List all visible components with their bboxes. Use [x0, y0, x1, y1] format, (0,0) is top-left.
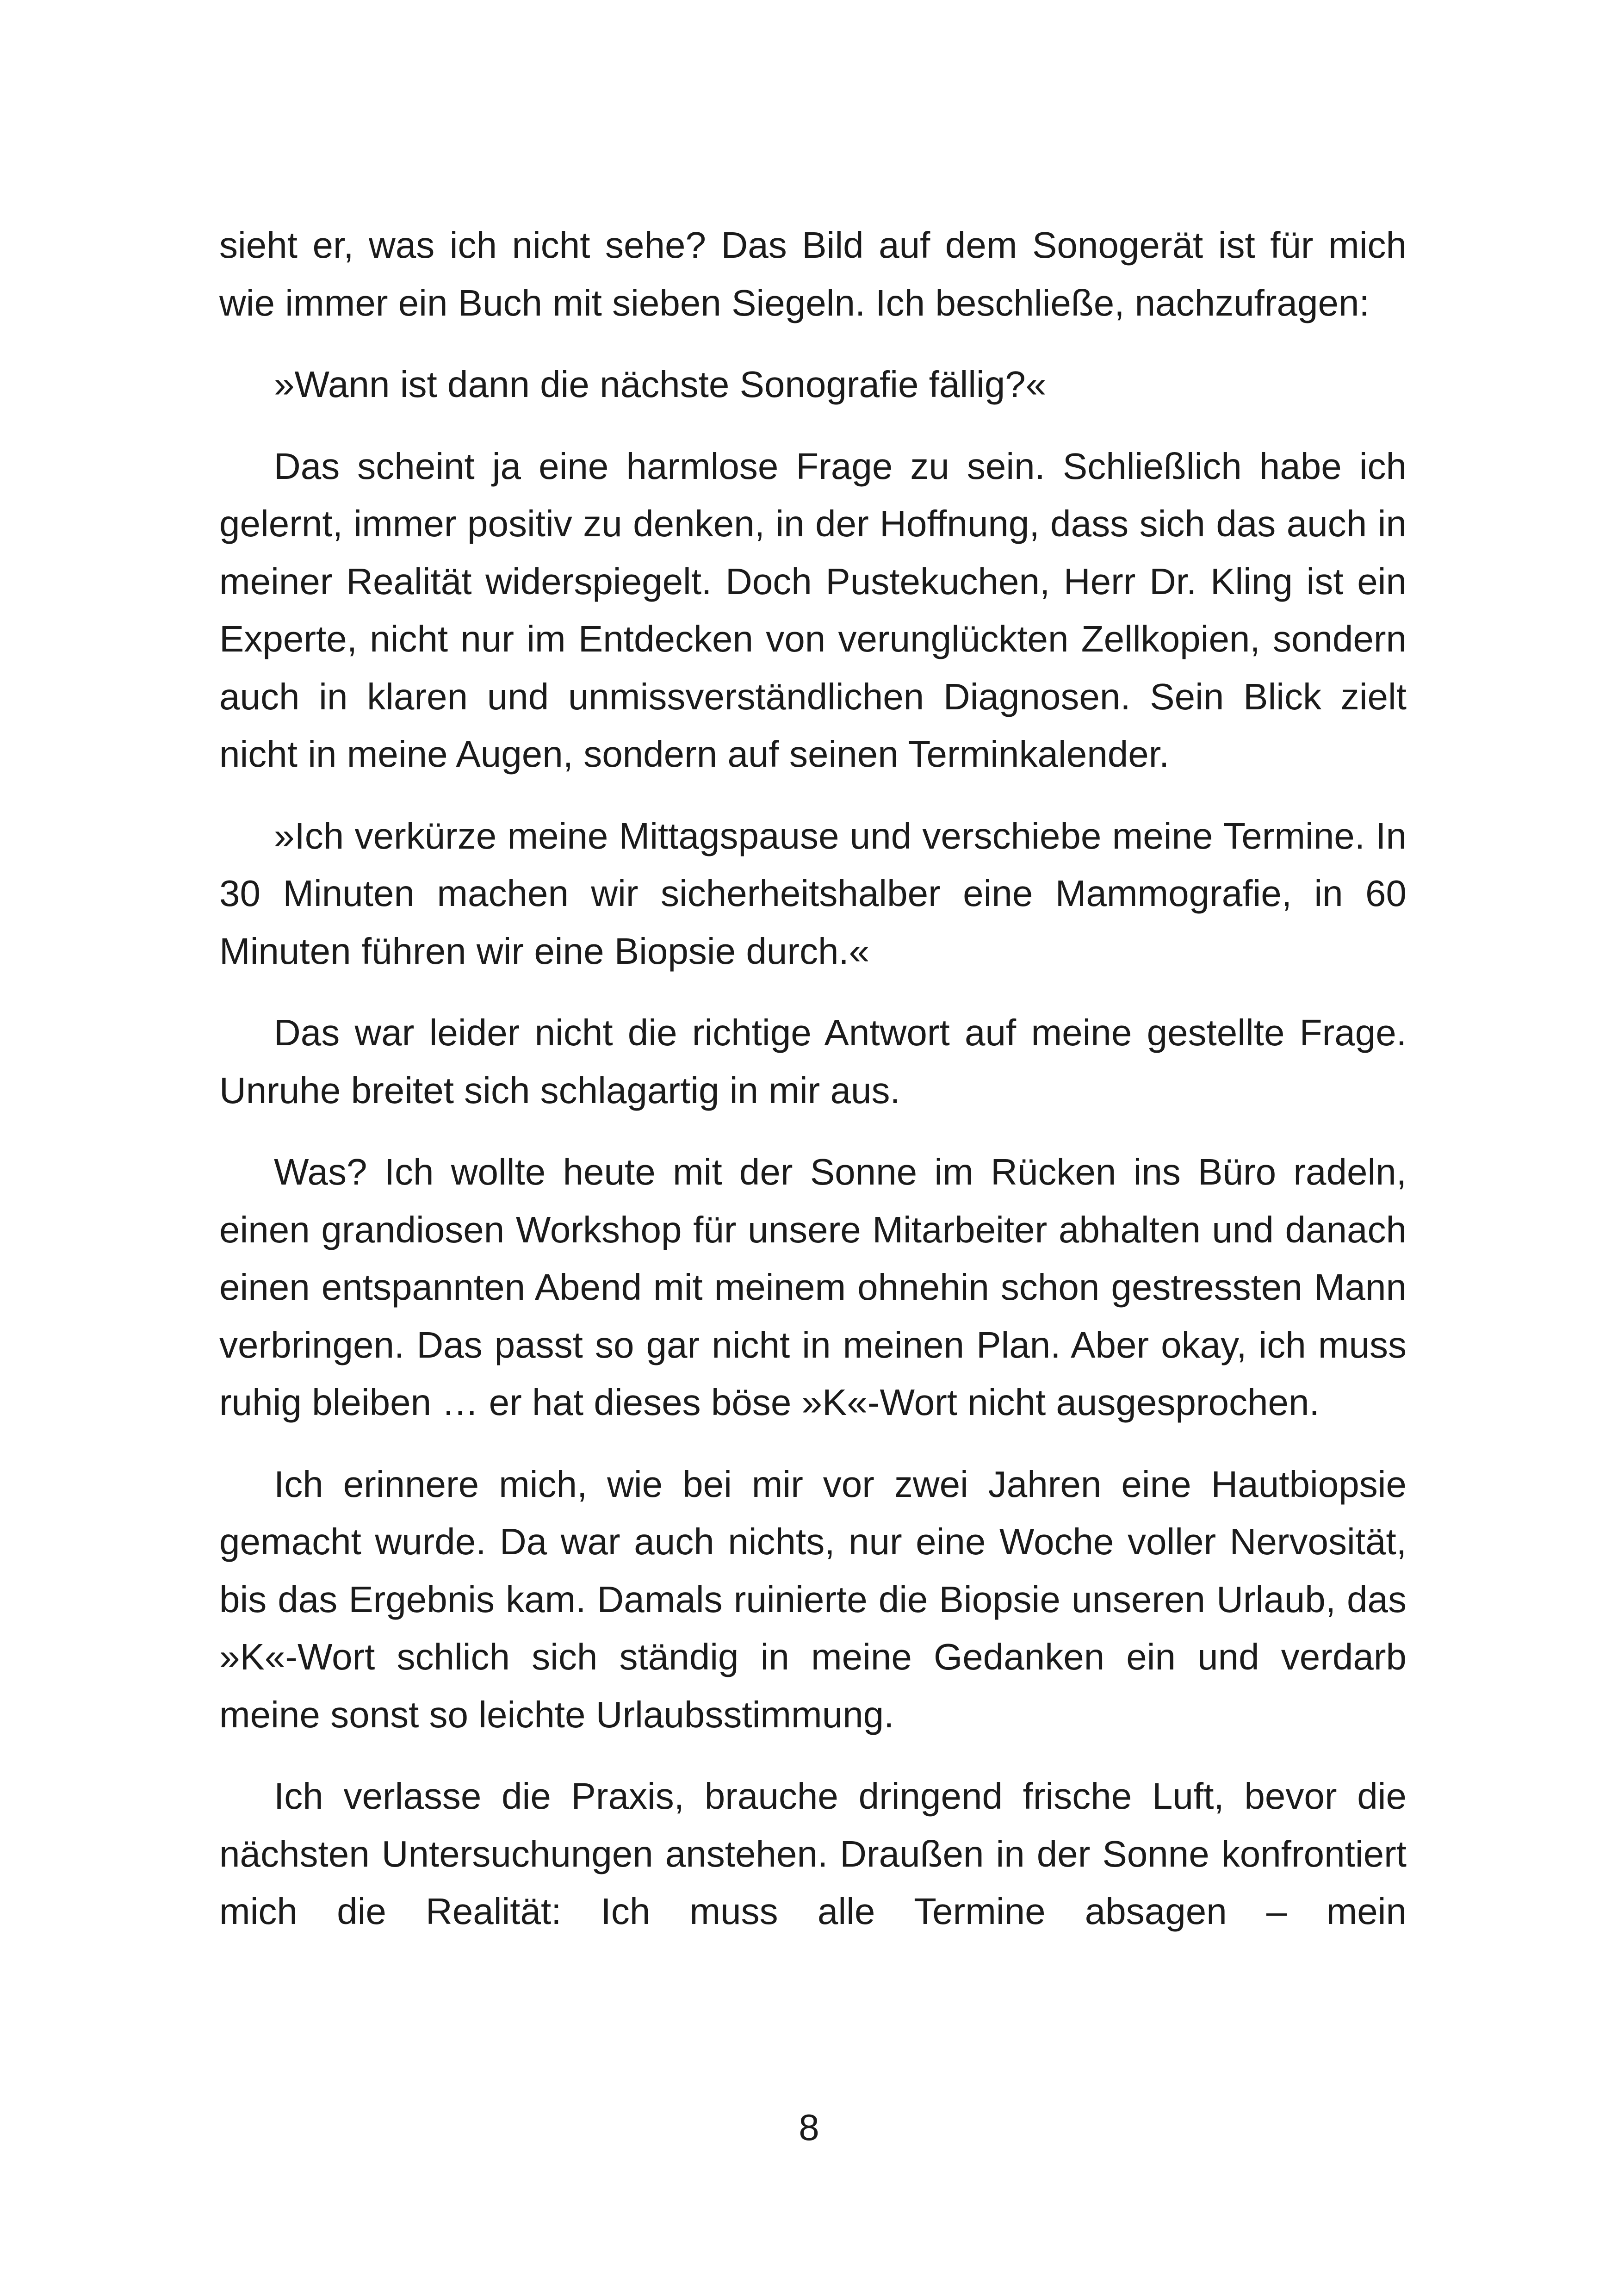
paragraph-2-quote: »Wann ist dann die nächste Sonografie fällig?«: [274, 364, 1047, 405]
paragraph-5: Das war leider nicht die richtige Antwort auf meine gestellte Frage. Unruhe breitet sich schlagartig in mir aus.: [219, 1012, 1407, 1111]
paragraph-6: Was? Ich wollte heute mit der Sonne im Rücken ins Büro radeln, einen grandiosen Workshop für unsere Mitarbeiter abhalten und danach einen entspannten Abend mit meinem ohnehin schon gestressten Mann verbringen. Das passt so gar nicht in meinen Plan. Aber okay, ich muss ruhig bleiben … er hat dieses böse »K«-Wort nicht ausgesprochen.: [219, 1151, 1407, 1423]
paragraph-3: Das scheint ja eine harmlose Frage zu sein. Schließlich habe ich gelernt, immer positiv zu denken, in der Hoffnung, dass sich das auch in meiner Realität widerspiegelt. Doch Pustekuchen, Herr Dr. Kling ist ein Experte, nicht nur im Entdecken von verunglückten Zellkopien, sondern auch in klaren und unmissverständlichen Diagnosen. Sein Blick zielt nicht in meine Augen, sondern auf seinen Terminkalender.: [219, 445, 1407, 775]
paragraph-4-quote: »Ich verkürze meine Mittagspause und verschiebe meine Termine. In 30 Minuten machen wir sicherheitshalber eine Mammografie, in 60 Minuten führen wir eine Biopsie durch.«: [219, 815, 1407, 972]
paragraph-7: Ich erinnere mich, wie bei mir vor zwei Jahren eine Hautbiopsie gemacht wurde. Da war auch nichts, nur eine Woche voller Nervosität, bis das Ergebnis kam. Damals ruinierte die Biopsie unseren Urlaub, das »K«-Wort schlich sich ständig in meine Gedanken ein und verdarb meine sonst so leichte Urlaubsstimmung.: [219, 1463, 1407, 1735]
page-number: 8: [799, 2107, 819, 2148]
body-text: [219, 217, 1407, 1941]
paragraph-1: sieht er, was ich nicht sehe? Das Bild auf dem Sonogerät ist für mich wie immer ein Buch mit sieben Siegeln. Ich beschließe, nachzufragen:: [219, 224, 1407, 323]
paragraph-8: Ich verlasse die Praxis, brauche dringend frische Luft, bevor die nächsten Untersuchungen anstehen. Draußen in der Sonne konfrontiert mich die Realität: Ich muss alle Termine absagen – mein: [219, 1775, 1407, 1932]
